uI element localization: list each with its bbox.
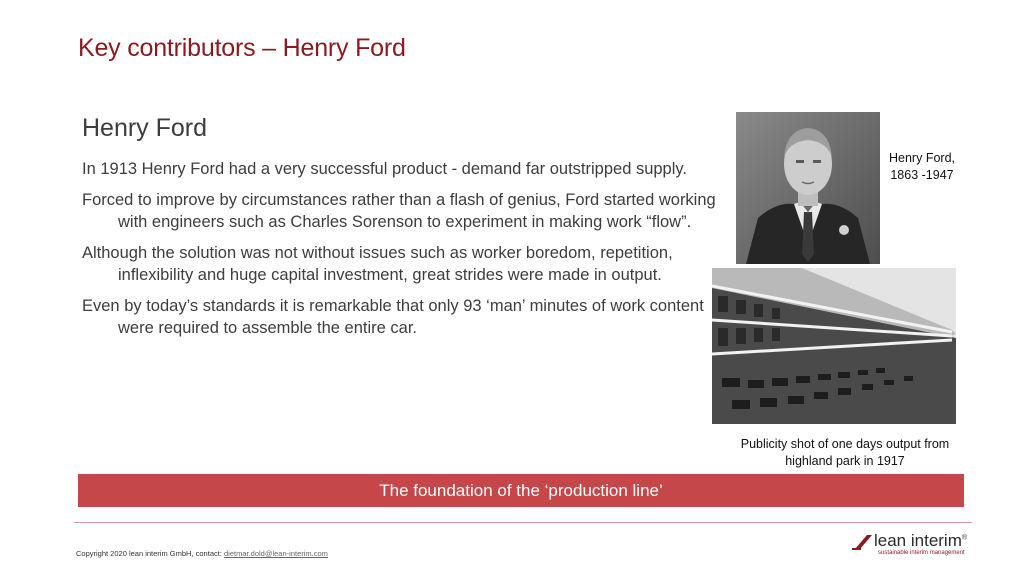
logo-slash-icon: [852, 533, 874, 551]
paragraph-demand: In 1913 Henry Ford had a very successful product - demand far outstripped supply.: [82, 160, 688, 178]
factory-caption-line2: highland park in 1917: [785, 454, 905, 468]
banner-text: The foundation of the ‘production line’: [379, 480, 663, 500]
slide-title: Key contributors – Henry Ford: [78, 34, 406, 62]
portrait-caption-years: 1863 -1947: [890, 168, 954, 182]
portrait-caption: [878, 150, 966, 184]
factory-caption-line1: Publicity shot of one days output from: [740, 437, 950, 451]
logo-trademark: ®: [961, 534, 968, 542]
copyright-text: Copyright 2020 lean interim GmbH, contact:: [76, 549, 224, 558]
copyright-notice: [76, 549, 328, 558]
body-text: [82, 158, 722, 348]
factory-photo-icon: [712, 268, 956, 424]
henry-ford-portrait: [736, 112, 880, 264]
footer-divider: [74, 522, 972, 523]
production-line-banner: [78, 474, 964, 507]
portrait-photo-icon: [736, 112, 880, 264]
paragraph-issues: Although the solution was not without issues such as worker boredom, repetition, inflexibility and huge capital investment, great strides were made in output.: [82, 244, 673, 284]
logo-wordmark: [874, 531, 967, 551]
factory-caption: [710, 436, 980, 470]
paragraph-minutes: Even by today’s standards it is remarkable that only 93 ‘man’ minutes of work content were required to assemble the entire car.: [82, 297, 704, 337]
factory-output-photo: [712, 268, 956, 424]
contact-email-link[interactable]: dietmar.dold@lean-interim.com: [224, 549, 328, 558]
paragraph-flow: Forced to improve by circumstances rather than a flash of genius, Ford started working with engineers such as Charles Sorenson to experiment in making work “flow”.: [82, 191, 716, 231]
portrait-caption-name: Henry Ford,: [889, 151, 955, 165]
logo-name: lean interim: [874, 531, 962, 550]
section-heading: Henry Ford: [82, 114, 208, 142]
logo-tagline: sustainable interim management: [878, 550, 965, 556]
lean-interim-logo: [852, 531, 976, 561]
